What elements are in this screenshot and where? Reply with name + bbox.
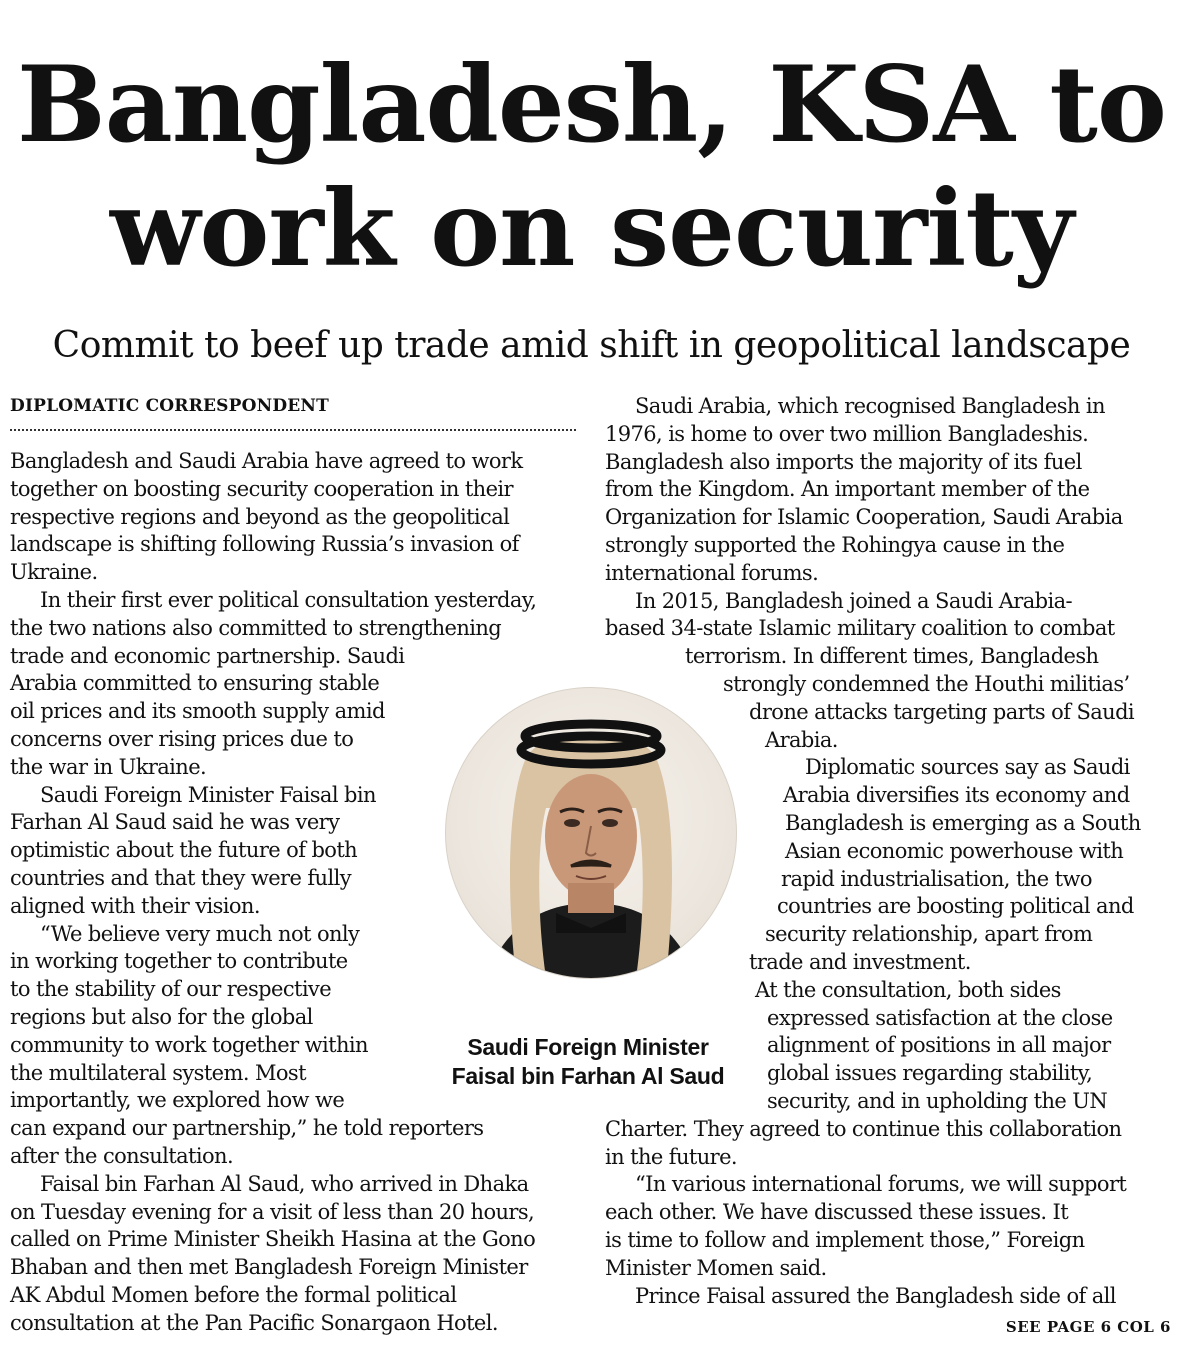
article-line: “We believe very much not only <box>40 921 360 946</box>
article-line: Arabia committed to ensuring stable <box>10 671 380 696</box>
article-line: Bangladesh and Saudi Arabia have agreed to work <box>10 449 523 473</box>
article-line: is time to follow and implement those,” Foreign <box>605 1227 1085 1252</box>
article-line: strongly supported the Rohingya cause in the <box>605 532 1065 557</box>
article-line: landscape is shifting following Russia’s invasion of <box>10 532 519 557</box>
article-line: together on boosting security cooperation in their <box>10 476 513 501</box>
article-line: the multilateral system. Most <box>10 1060 306 1085</box>
article-line: Bangladesh also imports the majority of its fuel <box>605 449 1082 474</box>
article-line: each other. We have discussed these issues. It <box>605 1200 1069 1225</box>
article-line: consultation at the Pan Pacific Sonargaon Hotel. <box>10 1310 498 1335</box>
article-line: Prince Faisal assured the Bangladesh side of all <box>635 1283 1116 1308</box>
article-line: regions but also for the global <box>10 1004 313 1029</box>
byline-divider <box>10 429 576 431</box>
article-line: Organization for Islamic Cooperation, Saudi Arabia <box>605 505 1123 530</box>
article-line: At the consultation, both sides <box>755 977 1061 1002</box>
article-line: Asian economic powerhouse with <box>785 838 1124 863</box>
article-line: Arabia diversifies its economy and <box>783 783 1130 808</box>
continuation-jump-link[interactable]: SEE PAGE 6 COL 6 <box>1005 1318 1171 1336</box>
article-line: the two nations also committed to strengthening <box>10 615 502 640</box>
headline-line-2: work on security <box>110 166 1073 290</box>
article-line: strongly condemned the Houthi militias’ <box>723 671 1130 696</box>
caption-line-2: Faisal bin Farhan Al Saud <box>451 1063 725 1089</box>
article-line: Minister Momen said. <box>605 1255 827 1280</box>
article-paragraph <box>605 393 1175 588</box>
article-line: importantly, we explored how we <box>10 1088 345 1113</box>
article-line: oil prices and its smooth supply amid <box>10 699 385 724</box>
article-line: trade and economic partnership. Saudi <box>10 643 405 668</box>
article-line: rapid industrialisation, the two <box>781 866 1092 891</box>
article-line: Arabia. <box>765 727 838 752</box>
article-line: In their first ever political consultation yesterday, <box>40 587 537 612</box>
article-line: countries and that they were fully <box>10 865 351 890</box>
photo-caption <box>430 1033 746 1091</box>
article-line: In 2015, Bangladesh joined a Saudi Arabia- <box>635 588 1072 613</box>
article-line: after the consultation. <box>10 1143 234 1168</box>
article-line: expressed satisfaction at the close <box>767 1005 1113 1030</box>
portrait-illustration <box>446 688 736 978</box>
article-line: AK Abdul Momen before the formal political <box>10 1282 457 1307</box>
article-line: Bangladesh is emerging as a South <box>785 810 1141 835</box>
article-line: can expand our partnership,” he told reporters <box>10 1116 484 1141</box>
article-line: community to work together within <box>10 1032 368 1057</box>
headline-line-1: Bangladesh, KSA to <box>17 42 1166 166</box>
article-line: based 34-state Islamic military coalition to combat <box>605 616 1115 641</box>
subheadline: Commit to beef up trade amid shift in geopolitical landscape <box>52 325 1131 366</box>
article-line: concerns over rising prices due to <box>10 726 354 751</box>
article-line: terrorism. In different times, Bangladesh <box>685 644 1099 669</box>
article-line: alignment of positions in all major <box>767 1033 1111 1058</box>
article-line: in working together to contribute <box>10 949 348 974</box>
article-line: Charter. They agreed to continue this collaboration <box>605 1116 1122 1141</box>
article-line: in the future. <box>605 1144 737 1169</box>
article-line: aligned with their vision. <box>10 893 260 918</box>
article-line: called on Prime Minister Sheikh Hasina at the Gono <box>10 1227 536 1252</box>
article-line: respective regions and beyond as the geopolitical <box>10 504 510 529</box>
article-line: global issues regarding stability, <box>767 1061 1093 1086</box>
article-line: Farhan Al Saud said he was very <box>10 810 340 835</box>
article-line: Ukraine. <box>10 560 98 585</box>
article-line: from the Kingdom. An important member of the <box>605 477 1090 502</box>
article-line: Bhaban and then met Bangladesh Foreign Minister <box>10 1255 528 1280</box>
article-line: security relationship, apart from <box>765 922 1093 947</box>
article-paragraph <box>10 448 580 587</box>
minister-photo <box>445 687 737 979</box>
article-paragraph <box>605 1283 1175 1311</box>
article-line: security, and in upholding the UN <box>767 1088 1108 1113</box>
caption-line-1: Saudi Foreign Minister <box>467 1034 709 1060</box>
article-line: “In various international forums, we will support <box>635 1172 1127 1197</box>
article-paragraph <box>10 1171 580 1338</box>
article-line: to the stability of our respective <box>10 977 332 1002</box>
article-line: Faisal bin Farhan Al Saud, who arrived in Dhaka <box>40 1171 529 1196</box>
article-line: countries are boosting political and <box>777 894 1134 919</box>
article-paragraph <box>605 1171 1175 1282</box>
article-line: optimistic about the future of both <box>10 838 358 863</box>
article-line: on Tuesday evening for a visit of less than 20 hours, <box>10 1199 535 1224</box>
headline <box>0 42 1183 290</box>
article-line: drone attacks targeting parts of Saudi <box>749 699 1135 724</box>
article-line: Saudi Arabia, which recognised Bangladesh in <box>635 394 1105 418</box>
article-line: trade and investment. <box>749 949 971 974</box>
article-line: the war in Ukraine. <box>10 754 207 779</box>
article-line: international forums. <box>605 560 819 585</box>
byline: DIPLOMATIC CORRESPONDENT <box>10 396 330 416</box>
article-line: 1976, is home to over two million Bangladeshis. <box>605 421 1089 446</box>
article-line: Saudi Foreign Minister Faisal bin <box>40 782 376 807</box>
article-line: Diplomatic sources say as Saudi <box>805 755 1130 780</box>
